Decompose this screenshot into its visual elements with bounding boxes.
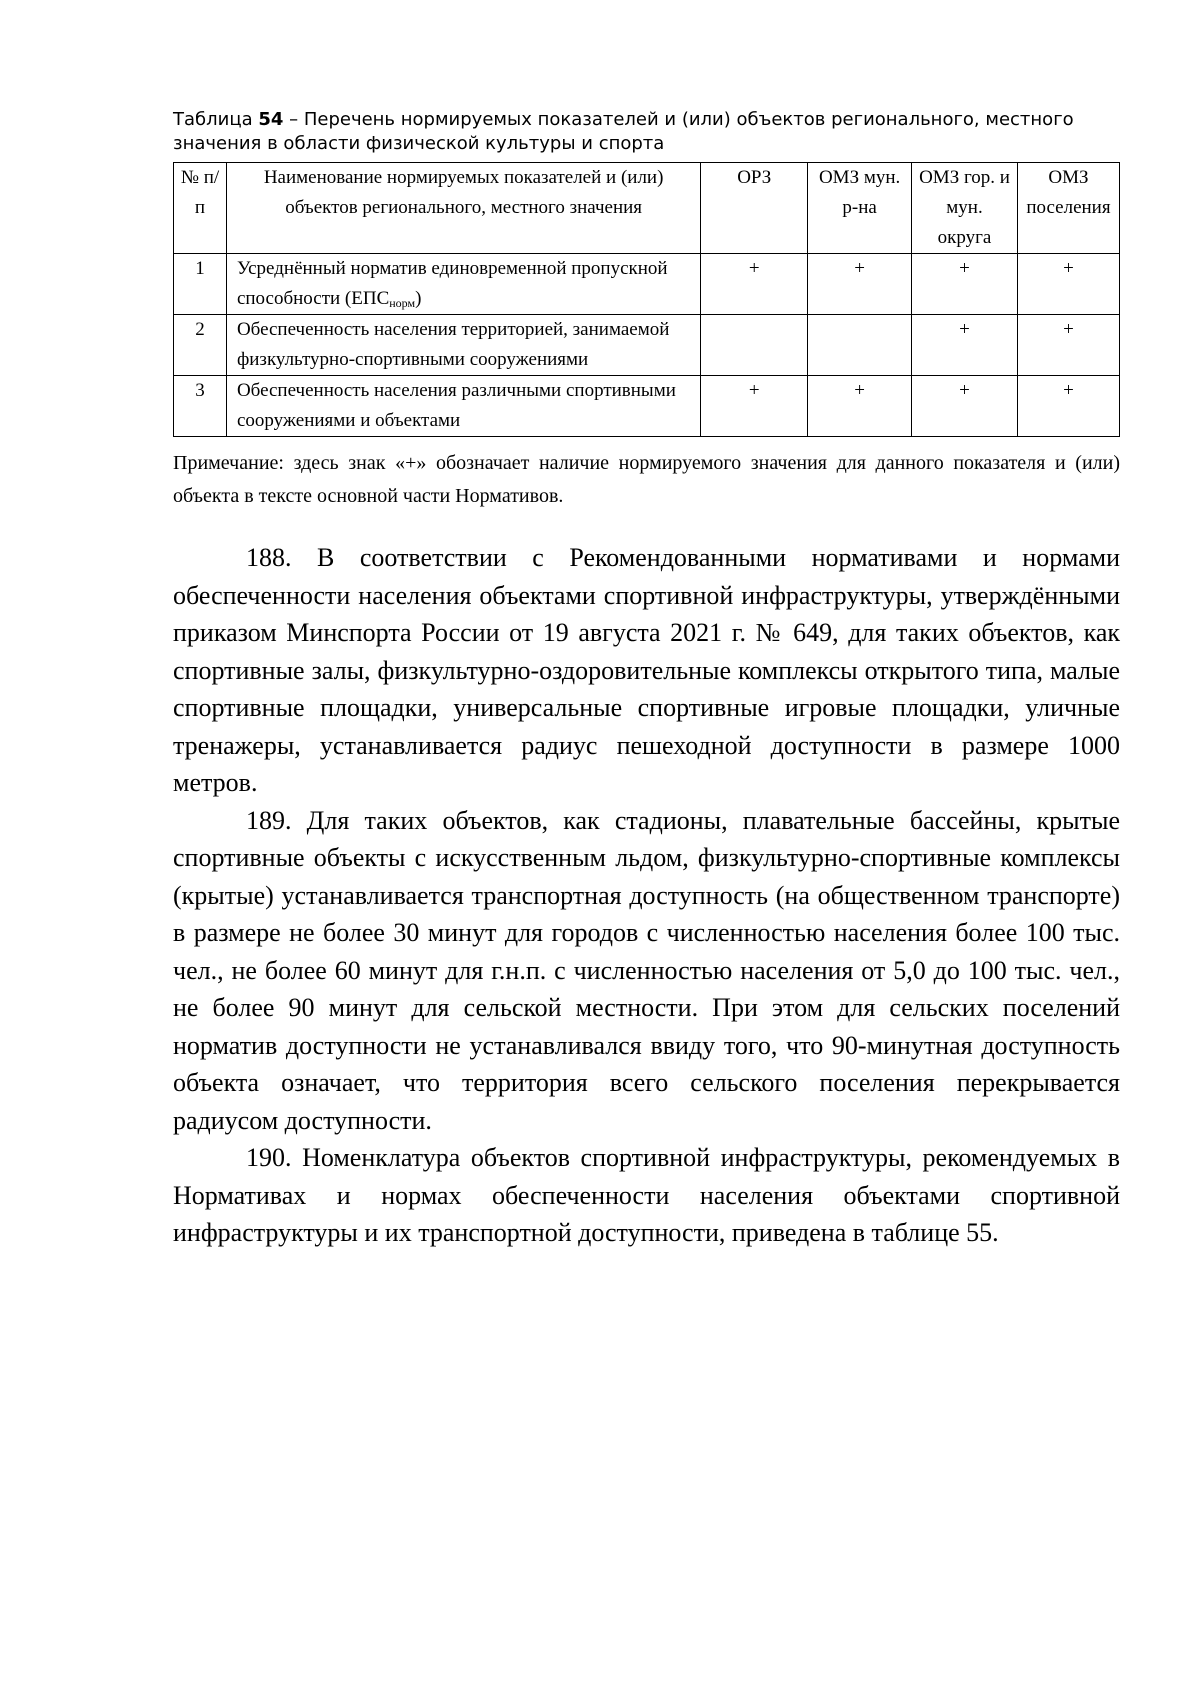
row-name-text: Усреднённый норматив единовременной пропускной способности (ЕПС	[236, 258, 668, 309]
row-num: 3	[174, 376, 227, 437]
caption-table-number: 54	[258, 109, 284, 130]
row-omz-mun-rn	[808, 315, 912, 376]
row-orz: +	[701, 376, 808, 437]
row-orz: +	[701, 254, 808, 315]
row-name	[226, 254, 700, 315]
header-omz-gor: ОМЗ гор. и мун. округа	[912, 163, 1018, 254]
paragraph-190: 190. Номенклатура объектов спортивной инфраструктуры, рекомендуемых в Нормативах и нормах обеспеченности населения объектами спортивной инфраструктуры и их транспортной доступности, приведена в таблице 55.	[173, 1143, 1120, 1247]
row-name-tail: )	[415, 288, 422, 309]
header-name: Наименование нормируемых показателей и (или) объектов регионального, местного значения	[226, 163, 700, 254]
header-orz: ОРЗ	[701, 163, 808, 254]
row-num: 2	[174, 315, 227, 376]
table-header-row	[174, 163, 1120, 254]
caption-text: – Перечень нормируемых показателей и (или) объектов регионального, местного значения в области физической культуры и спорта	[173, 109, 1074, 154]
row-omz-gor: +	[912, 376, 1018, 437]
page-content	[173, 108, 1120, 1252]
row-omz-pos: +	[1017, 315, 1119, 376]
row-orz	[701, 315, 808, 376]
row-name: Обеспеченность населения различными спортивными сооружениями и объектами	[226, 376, 700, 437]
table-row	[174, 376, 1120, 437]
row-omz-pos: +	[1017, 376, 1119, 437]
caption-prefix: Таблица	[173, 109, 259, 130]
table-note: Примечание: здесь знак «+» обозначает наличие нормируемого значения для данного показателя и (или) объекта в тексте основной части Нормативов.	[173, 452, 1120, 507]
header-num: № п/п	[174, 163, 227, 254]
table-caption	[173, 108, 1120, 156]
row-omz-mun-rn: +	[808, 254, 912, 315]
row-omz-gor: +	[912, 254, 1018, 315]
header-omz-pos: ОМЗ поселения	[1017, 163, 1119, 254]
row-omz-pos: +	[1017, 254, 1119, 315]
row-name-subscript: норм	[389, 296, 416, 310]
norms-table	[173, 162, 1120, 437]
header-omz-mun-rn: ОМЗ мун. р-на	[808, 163, 912, 254]
row-name: Обеспеченность населения территорией, занимаемой физкультурно-спортивными сооружениями	[226, 315, 700, 376]
paragraph-188: 188. В соответствии с Рекомендованными нормативами и нормами обеспеченности населения объектами спортивной инфраструктуры, утверждёнными приказом Минспорта России от 19 августа 2021 г. № 649, для таких объектов, как спортивные залы, физкультурно-оздоровительные комплексы открытого типа, малые спортивные площадки, универсальные спортивные игровые площадки, уличные тренажеры, устанавливается радиус пешеходной доступности в размере 1000 метров.	[173, 543, 1120, 797]
table-row	[174, 254, 1120, 315]
row-omz-mun-rn: +	[808, 376, 912, 437]
table-row	[174, 315, 1120, 376]
row-num: 1	[174, 254, 227, 315]
paragraph-189: 189. Для таких объектов, как стадионы, плавательные бассейны, крытые спортивные объекты с искусственным льдом, физкультурно-спортивные комплексы (крытые) устанавливается транспортная доступность (на общественном транспорте) в размере не более 30 минут для городов с численностью населения более 100 тыс. чел., не более 60 минут для г.н.п. с численностью населения от 5,0 до 100 тыс. чел., не более 90 минут для сельской местности. При этом для сельских поселений норматив доступности не устанавливался ввиду того, что 90-минутная доступность объекта означает, что территория всего сельского поселения перекрывается радиусом доступности.	[173, 805, 1120, 1135]
row-omz-gor: +	[912, 315, 1018, 376]
